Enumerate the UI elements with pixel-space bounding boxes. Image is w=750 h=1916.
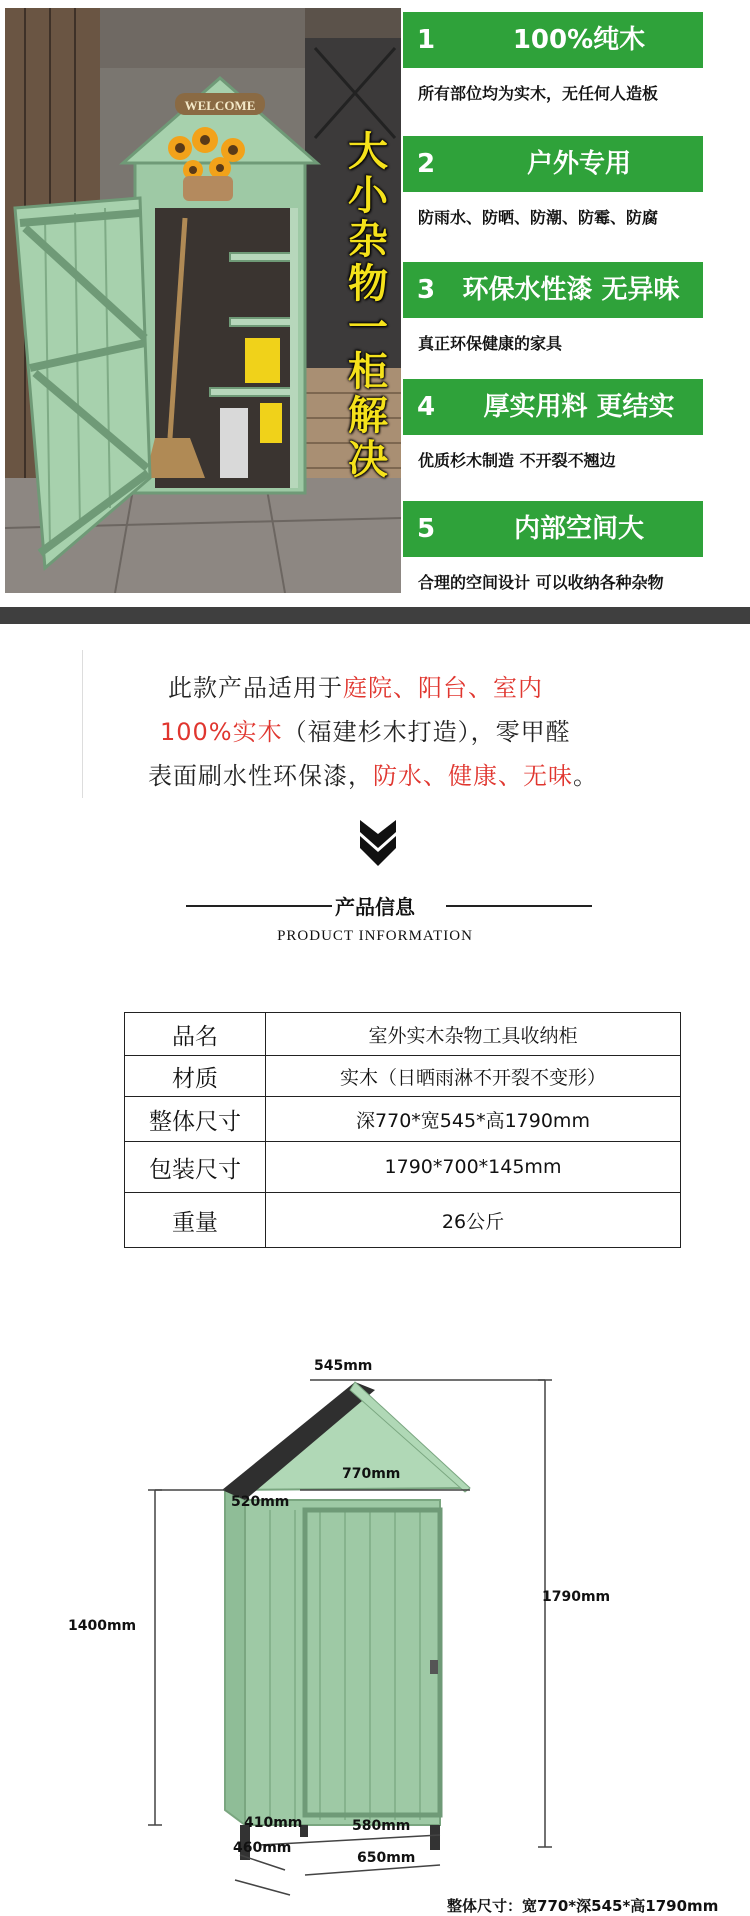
intro-line-3 xyxy=(148,756,598,791)
section-divider xyxy=(0,607,750,624)
size-caption: 整体尺寸：宽770*深545*高1790mm xyxy=(447,1897,719,1915)
spec-key: 材质 xyxy=(125,1056,266,1096)
feature-bar xyxy=(403,262,703,318)
feature-title: 厚实用料 更结实 xyxy=(483,392,675,422)
intro-text-plain: 表面刷水性环保漆， xyxy=(148,762,373,790)
dim-base-side: 410mm xyxy=(244,1815,303,1831)
intro-text xyxy=(0,650,750,800)
table-row xyxy=(125,1013,680,1055)
spec-value: 深770*宽545*高1790mm xyxy=(356,1109,590,1132)
chevron-down-icon xyxy=(360,820,396,866)
spec-value: 实木（日晒雨淋不开裂不变形） xyxy=(339,1066,606,1089)
spec-key: 整体尺寸 xyxy=(125,1097,266,1141)
feature-5 xyxy=(403,501,703,593)
spec-key: 品名 xyxy=(125,1013,266,1055)
product-info-title: 产品信息 xyxy=(335,895,415,919)
intro-line-2 xyxy=(160,712,571,747)
hero-section xyxy=(0,0,750,600)
product-info-subtitle: PRODUCT INFORMATION xyxy=(277,928,473,944)
feature-number: 5 xyxy=(417,514,436,544)
feature-bar xyxy=(403,501,703,557)
feature-2 xyxy=(403,136,703,228)
product-photo xyxy=(5,8,401,593)
feature-number: 4 xyxy=(417,392,436,422)
welcome-sign-text: WELCOME xyxy=(184,98,256,113)
feature-desc: 防雨水、防晒、防潮、防霉、防腐 xyxy=(418,208,659,227)
feature-bar xyxy=(403,379,703,435)
feature-number: 2 xyxy=(417,149,436,179)
table-row xyxy=(125,1055,680,1096)
intro-text-plain: 。 xyxy=(573,762,598,790)
cabinet-scene-illustration xyxy=(5,8,401,593)
vertical-title: 大小杂物一柜解决 xyxy=(348,129,388,483)
intro-text-highlight: 庭院、阳台、室内 xyxy=(343,674,543,702)
feature-title: 环保水性漆 无异味 xyxy=(462,275,680,305)
feature-title: 户外专用 xyxy=(526,149,631,179)
spec-value: 26公斤 xyxy=(441,1210,505,1233)
intro-text-plain: 此款产品适用于 xyxy=(168,674,343,702)
spec-key: 重量 xyxy=(125,1193,266,1247)
feature-title: 100%纯木 xyxy=(512,25,646,55)
feature-3 xyxy=(403,262,703,354)
spec-key: 包装尺寸 xyxy=(125,1142,266,1192)
feature-title: 内部空间大 xyxy=(513,514,644,544)
feature-desc: 所有部位均为实木，无任何人造板 xyxy=(418,84,659,103)
feature-bar xyxy=(403,12,703,68)
intro-text-plain: （福建杉木打造），零甲醛 xyxy=(282,718,571,746)
feature-desc: 优质杉木制造 不开裂不翘边 xyxy=(418,451,616,470)
intro-line-1 xyxy=(168,668,543,703)
table-row xyxy=(125,1141,680,1192)
feature-4 xyxy=(403,379,703,471)
table-row xyxy=(125,1096,680,1141)
feature-bar xyxy=(403,136,703,192)
dim-side-top: 520mm xyxy=(231,1494,290,1510)
intro-text-highlight: 防水、健康、无味 xyxy=(373,762,573,790)
spec-value: 1790*700*145mm xyxy=(384,1156,562,1178)
dim-foot-side: 460mm xyxy=(233,1840,292,1856)
dim-total-height: 1790mm xyxy=(542,1589,611,1605)
dim-top-width: 545mm xyxy=(314,1358,373,1374)
feature-number: 1 xyxy=(417,25,436,55)
feature-desc: 真正环保健康的家具 xyxy=(418,334,563,353)
dim-base-front: 580mm xyxy=(352,1818,411,1834)
feature-1 xyxy=(403,12,703,104)
spec-table xyxy=(124,1012,681,1248)
dim-foot-front: 650mm xyxy=(357,1850,416,1866)
table-row xyxy=(125,1192,680,1247)
intro-text-highlight: 100%实木 xyxy=(160,718,283,746)
dim-roof-width: 770mm xyxy=(342,1466,401,1482)
dim-left-height: 1400mm xyxy=(68,1618,137,1634)
spec-value: 室外实木杂物工具收纳柜 xyxy=(368,1024,578,1047)
feature-desc: 合理的空间设计 可以收纳各种杂物 xyxy=(418,573,664,592)
feature-number: 3 xyxy=(417,275,436,305)
decorative-line xyxy=(82,650,83,798)
